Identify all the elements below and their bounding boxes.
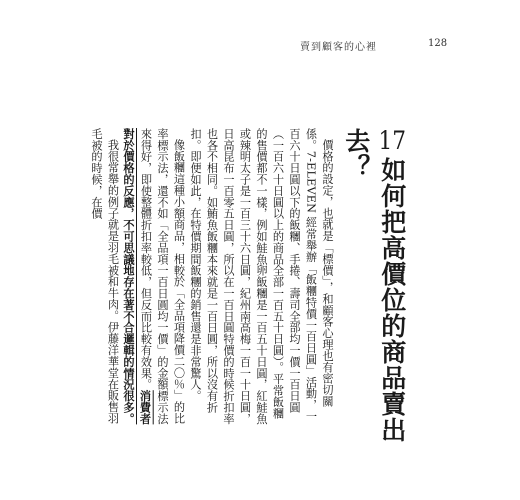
- text-segment: 像飯糰這種小額商品，相較於「全品項降價二〇％」的比率標示法，還不如「全品項一百日圓均一價」的金額標示法來得好，即使整體折扣率較低，但反而比較有效果。: [139, 128, 186, 425]
- chapter-heading: [341, 128, 410, 468]
- body-text: [90, 128, 335, 428]
- paragraph: [187, 128, 336, 428]
- paragraph: [88, 128, 121, 428]
- paragraph: [121, 128, 187, 428]
- text-segment: 價格的設定，也就是「標價」，和顧客心理也有密切關係。7-ELEVEN 經常舉辦「飯糰特價一百日圓」活動，一百六十日圓以下的飯糰、手捲、壽司全部均一價一百日圓（一百六十日圓以上的商品全部一百五十日圓）。平常飯糰的售價都不一樣，例如鮭魚卵飯糰是一百五十日圓，紅鮭魚或辣明太子是一百三十六日圓，紀州南高梅一百一十日圓，日高昆布一百零五日圓，所以在一百日圓特價的時候折扣率也各不相同。如鮪魚飯糰本來就是一百日圓，所以沒有折扣。即便如此，在特價期間飯糰的銷售還是非常驚人。: [189, 128, 334, 425]
- chapter-title: 如何把高價位的商品賣出去？: [341, 128, 407, 443]
- page-number: 128: [428, 38, 448, 49]
- emphasized-text: 消費者對於價格的反應，不可思議地存在著不合邏輯的情況很多。: [122, 128, 153, 425]
- text-segment: 我很常舉的例子就是羽毛被和牛肉。伊藤洋華堂在販售羽毛被的時候，在價: [90, 128, 120, 425]
- running-header: 賣到顧客的心裡: [300, 42, 377, 53]
- chapter-number: 17: [378, 128, 406, 153]
